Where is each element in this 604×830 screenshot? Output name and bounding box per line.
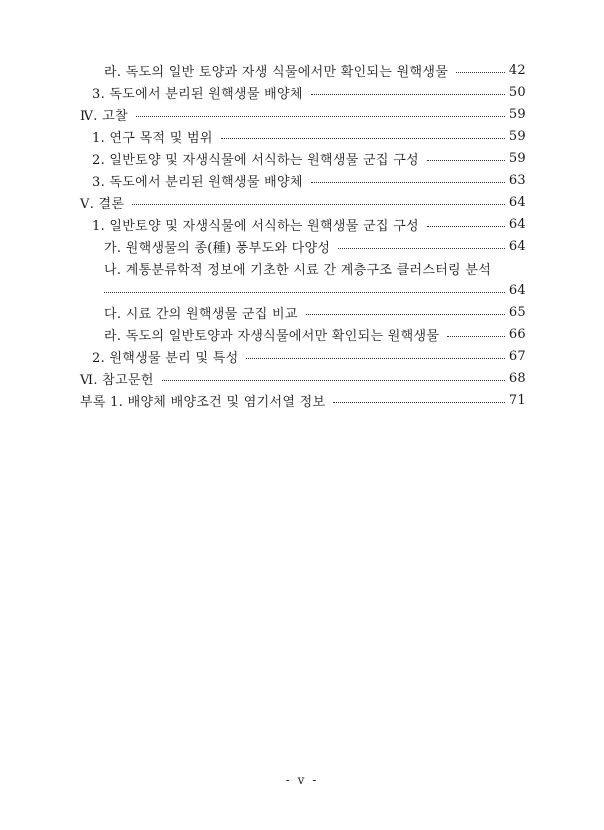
leader-dots <box>311 182 505 183</box>
toc-entry-label: Ⅴ. 결론 <box>80 196 125 212</box>
leader-dots <box>306 314 505 315</box>
leader-dots <box>456 72 505 73</box>
toc-page-number: 42 <box>508 62 526 78</box>
toc-page-number: 50 <box>508 84 526 100</box>
toc-page-number: 65 <box>508 304 526 320</box>
toc-appendix-1[interactable] <box>80 389 526 411</box>
toc-page-number: 71 <box>508 392 526 408</box>
leader-dots <box>311 94 505 95</box>
toc-entry-5-2[interactable] <box>92 345 526 367</box>
toc-entry-5-1-2[interactable] <box>104 257 526 279</box>
toc-entry-label: 3. 독도에서 분리된 원핵생물 배양체 <box>92 86 303 102</box>
toc-page-number: 59 <box>508 150 526 166</box>
toc-entry-label: 2. 원핵생물 분리 및 특성 <box>92 350 239 366</box>
toc-entry-label: 1. 일반토양 및 자생식물에 서식하는 원핵생물 군집 구성 <box>92 218 419 234</box>
leader-dots <box>333 402 505 403</box>
toc-chapter-5[interactable] <box>80 191 526 213</box>
toc-entry-label: 나. 계통분류학적 정보에 기초한 시료 간 계층구조 클러스터링 분석 <box>104 262 492 278</box>
toc-entry-label: 라. 독도의 일반토양과 자생식물에서만 확인되는 원핵생물 <box>104 328 440 344</box>
leader-dots <box>136 116 505 117</box>
toc-page-number: 63 <box>508 172 526 188</box>
toc-entry-label: 2. 일반토양 및 자생식물에 서식하는 원핵생물 군집 구성 <box>92 152 419 168</box>
leader-dots <box>427 160 505 161</box>
toc-page-number: 59 <box>508 128 526 144</box>
toc-page-number: 59 <box>508 106 526 122</box>
toc-page-number: 64 <box>508 238 526 254</box>
toc-entry-5-1-2-leader[interactable] <box>104 279 526 301</box>
toc-page-number: 68 <box>508 370 526 386</box>
leader-dots <box>162 380 505 381</box>
toc-page-number: 64 <box>508 194 526 210</box>
toc-page-number: 66 <box>508 326 526 342</box>
page-footer-number: - v - <box>285 773 319 787</box>
leader-dots <box>246 358 504 359</box>
toc-entry-5-1-3[interactable] <box>104 301 526 323</box>
toc-entry-3[interactable] <box>92 81 526 103</box>
leader-dots <box>104 292 505 293</box>
leader-dots <box>427 226 505 227</box>
toc-entry-5-1-4[interactable] <box>104 323 526 345</box>
leader-dots <box>338 248 505 249</box>
toc-entry-label: 가. 원핵생물의 종(種) 풍부도와 다양성 <box>104 240 331 256</box>
toc-page-number: 64 <box>508 282 526 298</box>
toc-entry-label: 1. 연구 목적 및 범위 <box>92 130 213 146</box>
toc-page-number: 67 <box>508 348 526 364</box>
leader-dots <box>132 204 505 205</box>
toc-entry-4-3[interactable] <box>92 169 526 191</box>
toc-entry-5-1[interactable] <box>92 213 526 235</box>
toc-chapter-4[interactable] <box>80 103 526 125</box>
toc-chapter-6[interactable] <box>80 367 526 389</box>
toc-entry-2-4[interactable] <box>104 59 526 81</box>
toc-entry-4-2[interactable] <box>92 147 526 169</box>
toc-entry-label: 3. 독도에서 분리된 원핵생물 배양체 <box>92 174 303 190</box>
toc-page-number: 64 <box>508 216 526 232</box>
toc-entry-label: Ⅵ. 참고문헌 <box>80 372 154 388</box>
leader-dots <box>221 138 505 139</box>
toc-entry-label: 라. 독도의 일반 토양과 자생 식물에서만 확인되는 원핵생물 <box>104 64 449 80</box>
toc-entry-4-1[interactable] <box>92 125 526 147</box>
toc-entry-label: Ⅳ. 고찰 <box>80 108 128 124</box>
leader-dots <box>447 336 505 337</box>
toc-entry-label: 부록 1. 배양체 배양조건 및 염기서열 정보 <box>80 394 326 410</box>
toc-entry-5-1-1[interactable] <box>104 235 526 257</box>
toc-entry-label: 다. 시료 간의 원핵생물 군집 비교 <box>104 306 298 322</box>
